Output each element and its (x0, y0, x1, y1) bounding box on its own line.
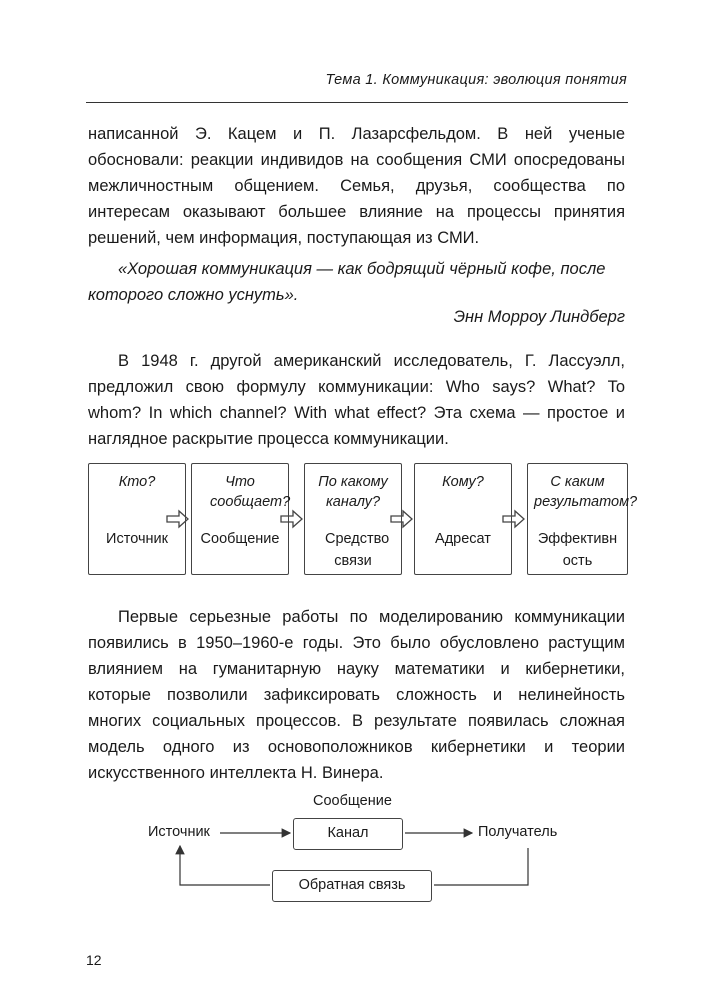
lasswell-answer: Средство связи (325, 531, 390, 569)
epigraph-quote: «Хорошая коммуникация — как бодрящий чёрный кофе, после которого сложно уснуть». (88, 260, 606, 304)
running-header: Тема 1. Коммуникация: эволюция понятия (325, 72, 627, 88)
lasswell-answer: Сообщение (200, 531, 280, 547)
wiener-feedback: Обратная связь (298, 877, 406, 893)
wiener-channel-box (293, 818, 403, 850)
page-number: 12 (86, 952, 102, 968)
wiener-message-label: Сообщение (313, 793, 392, 809)
quote-author: Энн Морроу Линдберг (453, 308, 625, 326)
lasswell-answer: Эффективность (537, 531, 618, 569)
lasswell-question: Кто? (118, 474, 156, 490)
wiener-feedback-box (272, 870, 432, 902)
lasswell-question: Что сообщает? (210, 474, 291, 510)
wiener-channel: Канал (327, 825, 369, 841)
wiener-receiver: Получатель (478, 824, 558, 840)
wiener-source: Источник (148, 824, 210, 840)
paragraph-2: В 1948 г. другой американский исследователь, Г. Лассуэлл, предложил свою формулу коммуникации: Who says? What? To whom? In which channel? With what effect? Эта схема — простое и наглядное раскрытие процесса коммуникации. (88, 352, 625, 448)
paragraph-3: Первые серьезные работы по моделированию коммуникации появились в 1950–1960-е годы. Это было обусловлено растущим влиянием на гуманитарную науку математики и кибернетики, которые позволили зафиксировать сложность и нелинейность многих социальных процессов. В результате появилась сложная модель одного из основоположников кибернетики и теории искусственного интеллекта Н. Винера. (88, 608, 625, 782)
lasswell-answer: Адресат (435, 531, 491, 547)
lasswell-question: По какому каналу? (318, 474, 388, 510)
lasswell-question: С каким результатом? (534, 474, 638, 510)
paragraph-1: написанной Э. Кацем и П. Лазарсфельдом. В ней ученые обосновали: реакции индивидов на сообщения СМИ опосредованы межличностным общением. Семья, друзья, сообщества по интересам оказывают большее влияние на процессы принятия решений, чем информация, поступающая из СМИ. (88, 125, 625, 247)
lasswell-question: Кому? (442, 474, 484, 490)
lasswell-answer: Источник (106, 531, 168, 547)
